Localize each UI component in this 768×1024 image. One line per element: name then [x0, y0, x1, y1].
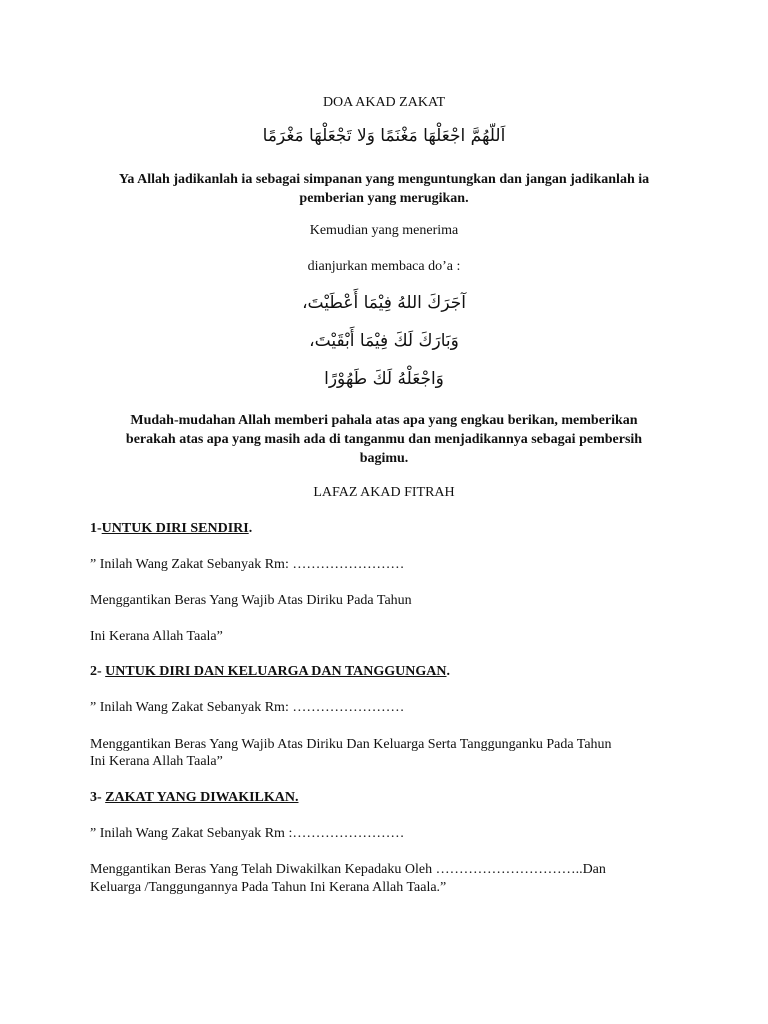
- receiver-line1: Kemudian yang menerima: [309, 223, 459, 238]
- section2-heading: [90, 663, 680, 681]
- receiver-line2: dianjurkan membaca do’a :: [307, 259, 461, 274]
- translation-1: [0, 170, 768, 208]
- section2-line3: Ini Kerana Allah Taala”: [90, 754, 223, 769]
- section3-line3: Keluarga /Tanggungannya Pada Tahun Ini Kerana Allah Taala.”: [90, 880, 447, 895]
- section1-title: UNTUK DIRI SENDIRI: [101, 521, 249, 536]
- section1-line2: Menggantikan Beras Yang Wajib Atas Diriku Pada Tahun: [90, 593, 412, 608]
- section3-line1: ” Inilah Wang Zakat Sebanyak Rm :……………………: [90, 826, 405, 841]
- translation-2-line1: Mudah-mudahan Allah memberi pahala atas apa yang engkau berikan, memberikan: [130, 413, 638, 428]
- arabic-prayer-3: وَبَارَكَ لَكَ فِيْمَا أَبْقَيْتَ،: [309, 331, 459, 351]
- section1-suffix: .: [248, 521, 253, 536]
- section1-line3: Ini Kerana Allah Taala”: [90, 629, 223, 644]
- section1-line1: ” Inilah Wang Zakat Sebanyak Rm: ……………………: [90, 557, 405, 572]
- section3-line2: Menggantikan Beras Yang Telah Diwakilkan Kepadaku Oleh …………………………..Dan: [90, 862, 606, 877]
- section3-heading: [90, 789, 680, 807]
- translation-2-line2: berakah atas apa yang masih ada di tanganmu dan menjadikannya sebagai pembersih: [125, 432, 643, 447]
- translation-2-line3: bagimu.: [359, 451, 409, 466]
- doa-title: DOA AKAD ZAKAT: [322, 95, 446, 110]
- section1-heading: [90, 520, 680, 538]
- translation-1-line2: pemberian yang merugikan.: [299, 191, 469, 206]
- translation-1-line1: Ya Allah jadikanlah ia sebagai simpanan yang menguntungkan dan jangan jadikanlah ia: [118, 172, 650, 187]
- arabic-prayer-1: اَللّهُمَّ اجْعَلْهَا مَغْنَمًا وَلا تَجْعَلْهَا مَغْرَمًا: [262, 126, 506, 146]
- section3-title: ZAKAT YANG DIWAKILKAN.: [105, 790, 299, 805]
- section2-line2: Menggantikan Beras Yang Wajib Atas Diriku Dan Keluarga Serta Tanggunganku Pada Tahun: [90, 737, 612, 752]
- translation-2: [0, 411, 768, 468]
- section1-prefix: 1-: [90, 521, 102, 536]
- section2-prefix: 2-: [90, 664, 106, 679]
- lafaz-title: LAFAZ AKAD FITRAH: [313, 485, 455, 500]
- arabic-prayer-2: آجَرَكَ اللهُ فِيْمَا أَعْطَيْتَ،: [302, 293, 466, 313]
- section2-title: UNTUK DIRI DAN KELUARGA DAN TANGGUNGAN: [105, 664, 447, 679]
- section2-line1: ” Inilah Wang Zakat Sebanyak Rm: ……………………: [90, 700, 405, 715]
- arabic-prayer-4: وَاجْعَلْهُ لَكَ طَهُوْرًا: [324, 369, 444, 389]
- section2-suffix: .: [446, 664, 451, 679]
- section3-prefix: 3-: [90, 790, 106, 805]
